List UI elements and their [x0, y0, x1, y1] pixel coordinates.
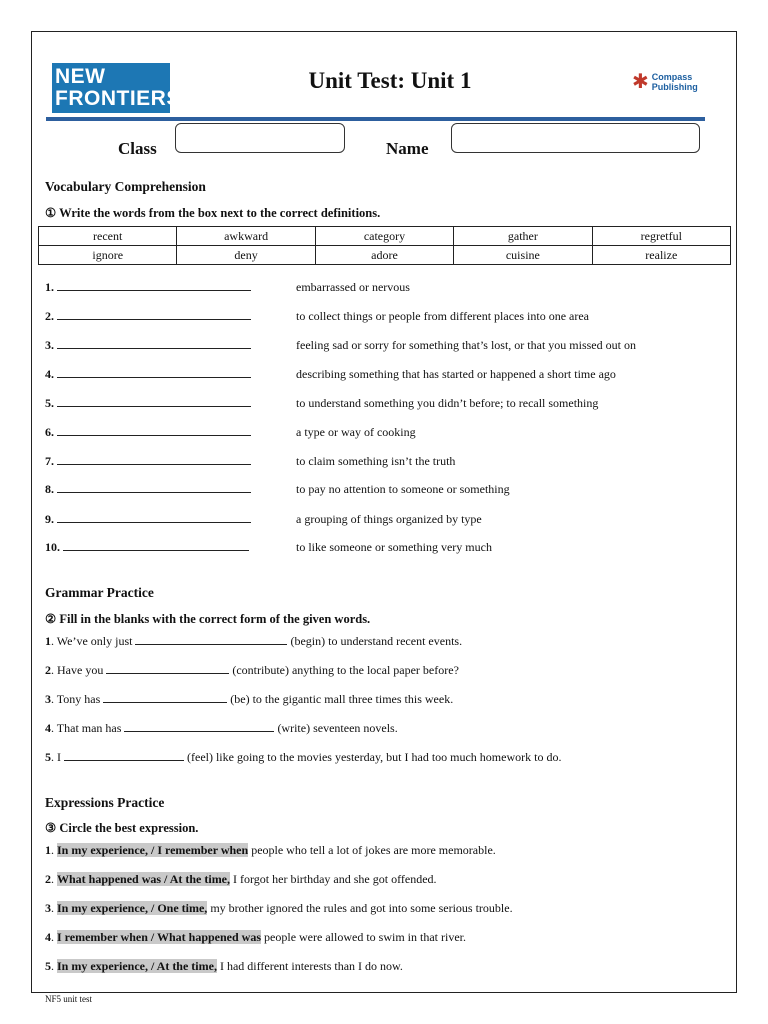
vocab-definition: to like someone or something very much [296, 540, 492, 554]
grammar-item-after: (be) to the gigantic mall three times this week. [230, 692, 454, 706]
vocab-item-number: 1. [45, 280, 54, 294]
word-box-cell: realize [592, 246, 730, 265]
grammar-item-after: (contribute) anything to the local paper before? [232, 663, 459, 677]
grammar-item-number: 3 [45, 692, 51, 706]
answer-blank[interactable] [135, 634, 287, 645]
word-box-cell: recent [39, 227, 177, 246]
expression-rest: people were allowed to swim in that river. [264, 930, 466, 944]
vocab-item-number-wrap [45, 454, 251, 469]
answer-blank[interactable] [124, 721, 274, 732]
expression-item: 4. I remember when / What happened was people were allowed to swim in that river. [45, 930, 466, 944]
word-box-cell: ignore [39, 246, 177, 265]
publisher-text [652, 72, 698, 92]
vocab-item-number: 7. [45, 454, 54, 468]
grammar-item [45, 663, 459, 678]
grammar-item-number: 1 [45, 634, 51, 648]
grammar-item-number: 2 [45, 663, 51, 677]
word-box-cell: adore [315, 246, 453, 265]
vocab-definition: a type or way of cooking [296, 425, 416, 439]
grammar-item [45, 634, 462, 649]
grammar-item-after: (write) seventeen novels. [277, 721, 398, 735]
vocab-item-number: 6. [45, 425, 54, 439]
answer-blank[interactable] [57, 309, 251, 320]
grammar-section-title: Grammar Practice [45, 585, 154, 600]
grammar-item [45, 750, 561, 765]
name-label: Name [386, 139, 429, 158]
expression-choice[interactable]: In my experience, / One time, [57, 901, 208, 915]
expression-rest: my brother ignored the rules and got into some serious trouble. [210, 901, 513, 915]
page-title: Unit Test: Unit 1 [308, 68, 472, 93]
grammar-item-before: . I [51, 750, 61, 764]
word-box-cell: gather [454, 227, 592, 246]
grammar-item-after: (begin) to understand recent events. [290, 634, 463, 648]
answer-blank[interactable] [57, 338, 251, 349]
vocab-definition: a grouping of things organized by type [296, 512, 482, 526]
answer-blank[interactable] [63, 540, 249, 551]
word-box-cell: category [315, 227, 453, 246]
expression-rest: I had different interests than I do now. [219, 959, 403, 973]
grammar-item-before: . Tony has [51, 692, 101, 706]
vocab-section-title: Vocabulary Comprehension [45, 179, 206, 194]
expression-item-number: 2 [45, 872, 51, 886]
answer-blank[interactable] [64, 750, 184, 761]
expression-item: 5. In my experience, / At the time, I had different interests than I do now. [45, 959, 403, 973]
answer-blank[interactable] [57, 396, 251, 407]
grammar-item [45, 692, 453, 707]
answer-blank[interactable] [57, 482, 251, 493]
word-box-cell: regretful [592, 227, 730, 246]
vocab-definition: to pay no attention to someone or something [296, 482, 510, 496]
grammar-instruction: ② Fill in the blanks with the correct form of the given words. [45, 612, 371, 626]
vocab-item-number: 4. [45, 367, 54, 381]
vocab-definition: feeling sad or sorry for something that’s lost, or that you missed out on [296, 338, 636, 352]
expression-item-number: 4 [45, 930, 51, 944]
answer-blank[interactable] [57, 280, 251, 291]
vocab-definition: to collect things or people from different places into one area [296, 309, 590, 323]
publisher-line-1: Compass [651, 72, 693, 82]
vocab-item-number-wrap [45, 482, 251, 497]
expression-rest: I forgot her birthday and she got offended. [233, 872, 437, 886]
vocab-definition: to understand something you didn’t before; to recall something [296, 396, 599, 410]
word-box-row [39, 227, 731, 246]
page-footer: NF5 unit test [45, 994, 93, 1004]
expression-choice[interactable]: I remember when / What happened was [57, 930, 262, 944]
vocab-definition: to claim something isn’t the truth [296, 454, 456, 468]
vocab-item-number-wrap [45, 512, 251, 527]
word-box-cell: awkward [177, 227, 315, 246]
vocab-item-number: 10. [45, 540, 60, 554]
expression-choice[interactable]: What happened was / At the time, [57, 872, 231, 886]
grammar-item-number: 5 [45, 750, 51, 764]
vocab-item-number: 2. [45, 309, 54, 323]
expression-choice[interactable]: In my experience, / I remember when [57, 843, 249, 857]
grammar-item-after: (feel) like going to the movies yesterday, but I had too much homework to do. [187, 750, 562, 764]
class-field[interactable] [175, 123, 345, 153]
answer-blank[interactable] [57, 454, 251, 465]
expression-rest: people who tell a lot of jokes are more memorable. [251, 843, 496, 857]
expression-item: 3. In my experience, / One time, my brother ignored the rules and got into some serious trouble. [45, 901, 513, 915]
answer-blank[interactable] [57, 512, 251, 523]
name-field[interactable] [451, 123, 700, 153]
vocab-definition: embarrassed or nervous [296, 280, 410, 294]
vocab-item-number-wrap [45, 338, 251, 353]
vocab-item-number-wrap [45, 367, 251, 382]
vocab-item-number: 8. [45, 482, 54, 496]
vocab-item-number-wrap [45, 540, 249, 555]
vocab-definition: describing something that has started or happened a short time ago [296, 367, 616, 381]
answer-blank[interactable] [103, 692, 227, 703]
header-rule [46, 117, 705, 121]
expressions-section-title: Expressions Practice [45, 795, 165, 810]
vocab-instruction: ① Write the words from the box next to the correct definitions. [45, 206, 381, 220]
word-box-row [39, 246, 731, 265]
expression-choice[interactable]: In my experience, / At the time, [57, 959, 217, 973]
expression-item: 1. In my experience, / I remember when people who tell a lot of jokes are more memorable. [45, 843, 496, 857]
class-label: Class [118, 139, 157, 158]
logo-line-1: NEW [55, 65, 106, 88]
expressions-instruction: ③ Circle the best expression. [45, 821, 199, 835]
word-box-cell: deny [177, 246, 315, 265]
grammar-item-before: . Have you [51, 663, 104, 677]
vocab-item-number-wrap [45, 280, 251, 295]
expression-item: 2. What happened was / At the time, I forgot her birthday and she got offended. [45, 872, 437, 886]
grammar-item [45, 721, 398, 736]
vocab-item-number-wrap [45, 425, 251, 440]
vocab-item-number-wrap [45, 396, 251, 411]
expression-item-number: 5 [45, 959, 51, 973]
logo-line-2: FRONTIERS [55, 87, 181, 110]
expression-item-number: 1 [45, 843, 51, 857]
grammar-item-before: . That man has [51, 721, 122, 735]
grammar-item-number: 4 [45, 721, 51, 735]
compass-star-icon: ✱ [632, 71, 649, 93]
answer-blank[interactable] [57, 425, 251, 436]
vocab-item-number: 9. [45, 512, 54, 526]
vocab-item-number-wrap [45, 309, 251, 324]
publisher-line-2: Publishing [651, 82, 698, 92]
word-box [38, 226, 731, 265]
expression-item-number: 3 [45, 901, 51, 915]
vocab-item-number: 3. [45, 338, 54, 352]
word-box-cell: cuisine [454, 246, 592, 265]
grammar-item-before: . We’ve only just [51, 634, 133, 648]
vocab-item-number: 5. [45, 396, 54, 410]
compass-publishing-logo [632, 72, 698, 92]
answer-blank[interactable] [57, 367, 251, 378]
new-frontiers-logo [52, 63, 181, 113]
answer-blank[interactable] [106, 663, 229, 674]
